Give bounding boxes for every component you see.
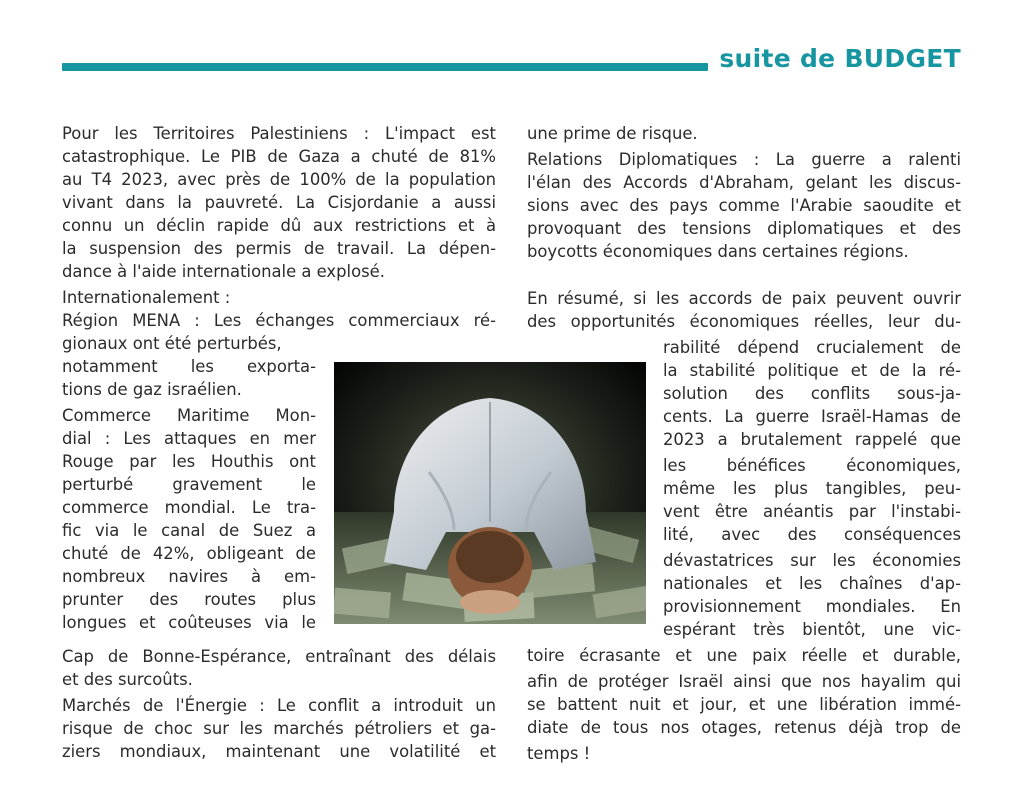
body-text-line: diate de tous nos otages, retenus déjà trop de <box>527 718 961 737</box>
body-text-line: risque de choc sur les marchés pétroliers et ga- <box>62 719 496 738</box>
body-text-line: sions avec des pays comme l'Arabie saoudite et <box>527 196 961 215</box>
body-text-line: Rouge par les Houthis ont <box>62 452 316 471</box>
body-text-line: nombreux navires à em- <box>62 567 316 586</box>
body-text-line: longues et coûteuses via le <box>62 613 316 632</box>
body-text-line: En résumé, si les accords de paix peuvent ouvrir <box>527 289 961 308</box>
body-text-line: catastrophique. Le PIB de Gaza a chuté de 81% <box>62 147 496 166</box>
body-text-line: Relations Diplomatiques : La guerre a ralenti <box>527 150 961 169</box>
header-rule <box>62 63 708 71</box>
article-photo <box>334 362 646 624</box>
body-text-line: Pour les Territoires Palestiniens : L'impact est <box>62 124 496 143</box>
body-text-line: Marchés de l'Énergie : Le conflit a introduit un <box>62 696 496 715</box>
body-text-line: connu un déclin rapide dû aux restrictions et à <box>62 216 496 235</box>
body-text-line: une prime de risque. <box>527 124 698 143</box>
body-text-line: rabilité dépend crucialement de <box>663 338 961 357</box>
body-text-line: provisionnement mondiales. En <box>663 597 961 616</box>
body-text-line: ziers mondiaux, maintenant une volatilité et <box>62 742 496 761</box>
body-text-line: se battent nuit et jour, et une libération immé- <box>527 695 961 714</box>
body-text-line: l'élan des Accords d'Abraham, gelant les discus- <box>527 173 961 192</box>
body-text-line: Région MENA : Les échanges commerciaux ré- <box>62 311 496 330</box>
body-text-line: les bénéfices économiques, <box>663 456 961 475</box>
body-text-line: Commerce Maritime Mon- <box>62 406 316 425</box>
body-text-line: provoquant des tensions diplomatiques et des <box>527 219 961 238</box>
body-text-line: et des surcoûts. <box>62 670 193 689</box>
body-text-line: boycotts économiques dans certaines régions. <box>527 242 909 261</box>
body-text-line: lité, avec des conséquences <box>663 525 961 544</box>
body-text-line: fic via le canal de Suez a <box>62 521 316 540</box>
section-title: suite de BUDGET <box>719 44 961 73</box>
body-text-line: tions de gaz israélien. <box>62 380 242 399</box>
body-text-line: nationales et les chaînes d'ap- <box>663 574 961 593</box>
body-text-line: cents. La guerre Israël-Hamas de <box>663 407 961 426</box>
body-text-line: des opportunités économiques réelles, leur du- <box>527 312 961 331</box>
body-text-line: au T4 2023, avec près de 100% de la population <box>62 170 496 189</box>
body-text-line: la suspension des permis de travail. La dépen- <box>62 239 496 258</box>
body-text-line: dévastatrices sur les économies <box>663 551 961 570</box>
body-text-line: vivant dans la pauvreté. La Cisjordanie a aussi <box>62 193 496 212</box>
body-text-line: prunter des routes plus <box>62 590 316 609</box>
body-text-line: dial : Les attaques en mer <box>62 429 316 448</box>
body-text-line: commerce mondial. Le tra- <box>62 498 316 517</box>
body-text-line: dance à l'aide internationale a explosé. <box>62 262 385 281</box>
body-text-line: Internationalement : <box>62 288 231 307</box>
body-text-line: gionaux ont été perturbés, <box>62 334 282 353</box>
body-text-line: même les plus tangibles, peu- <box>663 479 961 498</box>
body-text-line: la stabilité politique et de la ré- <box>663 361 961 380</box>
body-text-line: temps ! <box>527 744 591 763</box>
body-text-line: toire écrasante et une paix réelle et durable, <box>527 646 961 665</box>
body-text-line: espérant très bientôt, une vic- <box>663 620 961 639</box>
body-text-line: afin de protéger Israël ainsi que nos hayalim qui <box>527 672 961 691</box>
body-text-line: Cap de Bonne-Espérance, entraînant des délais <box>62 647 496 666</box>
body-text-line: 2023 a brutalement rappelé que <box>663 430 961 449</box>
body-text-line: notamment les exporta- <box>62 357 316 376</box>
body-text-line: solution des conflits sous-ja- <box>663 384 961 403</box>
body-text-line: vent être anéantis par l'instabi- <box>663 502 961 521</box>
body-text-line: chuté de 42%, obligeant de <box>62 544 316 563</box>
body-text-line: perturbé gravement le <box>62 475 316 494</box>
